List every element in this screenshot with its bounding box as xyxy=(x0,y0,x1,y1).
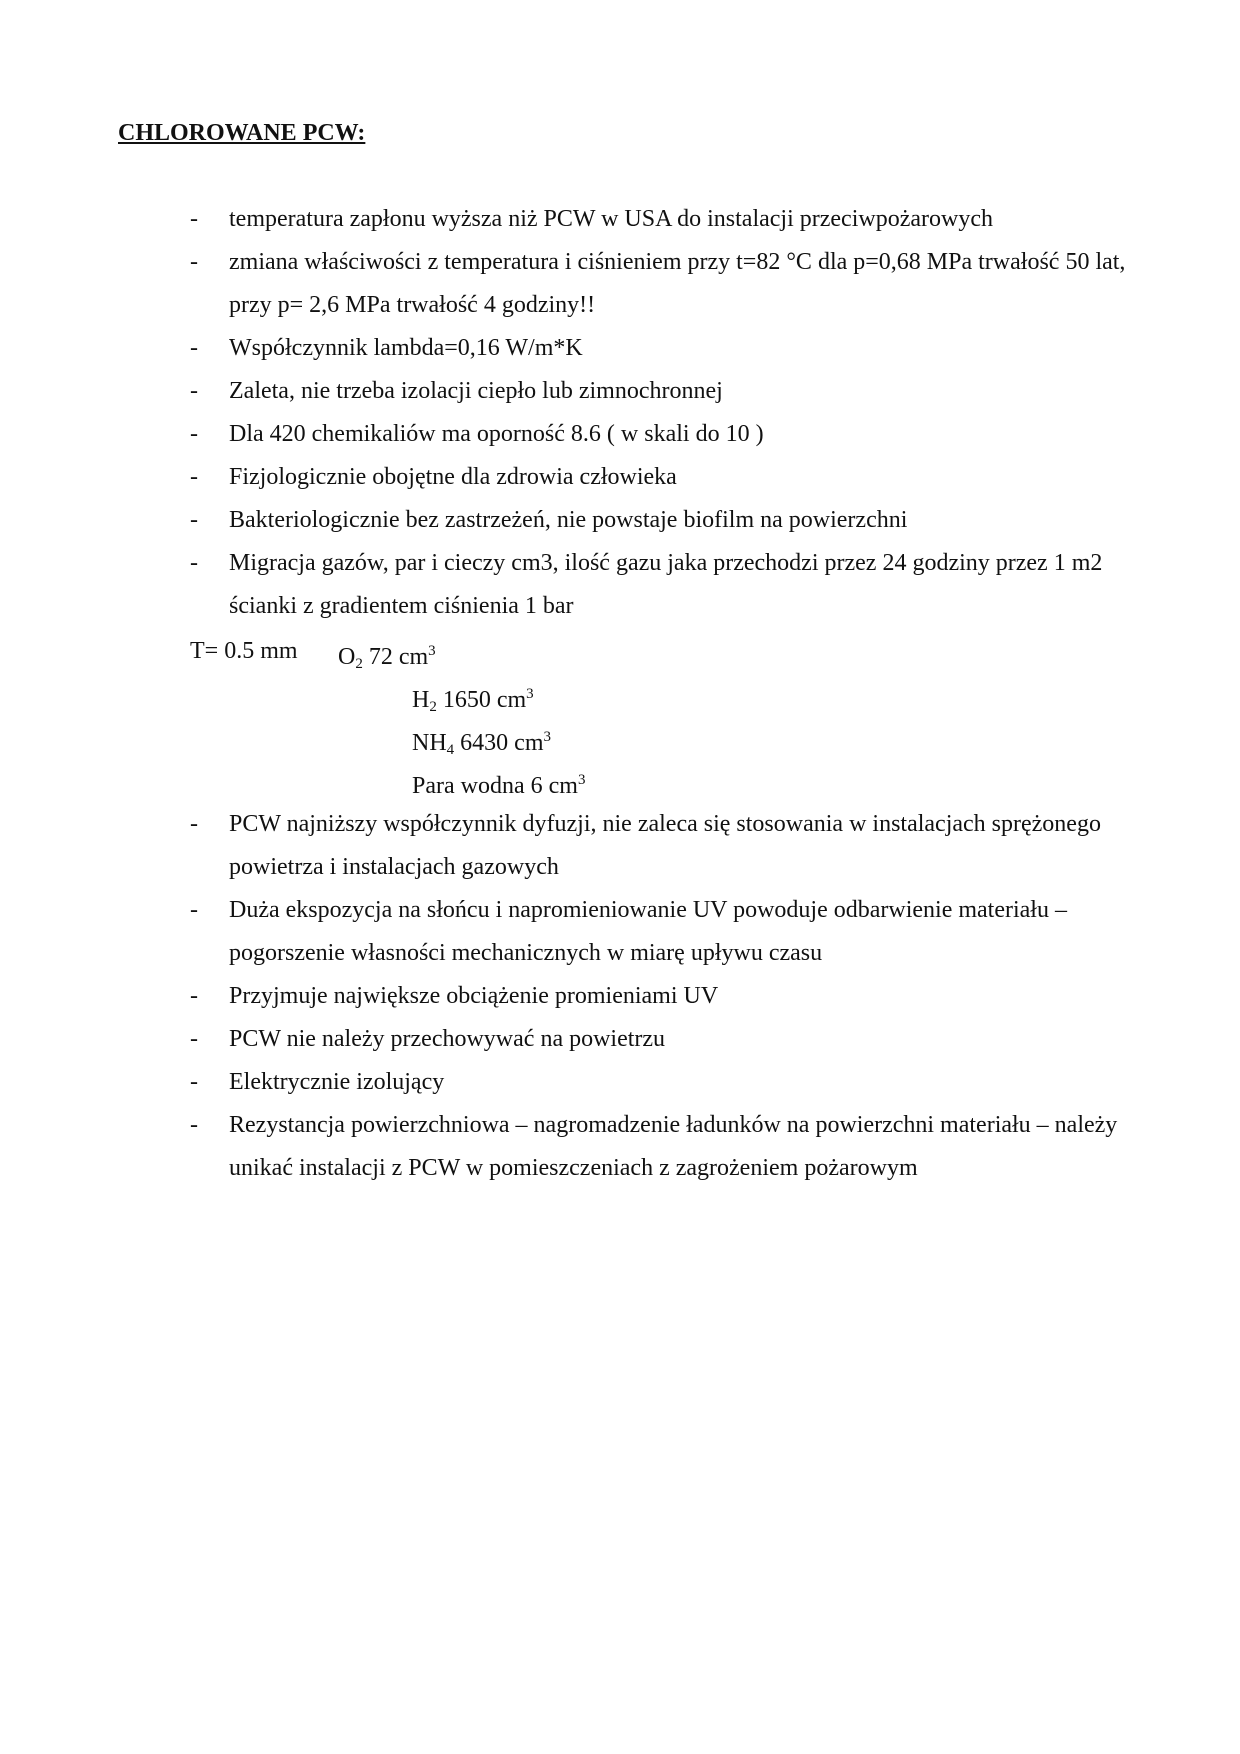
properties-list-a xyxy=(0,198,1240,628)
list-item-text: Duża ekspozycja na słońcu i napromieniowanie UV powoduje odbarwienie materiału – pogorszenie własności mechanicznych w miarę upływu czasu xyxy=(229,897,1067,966)
list-item xyxy=(0,975,1240,1018)
list-item-text: Dla 420 chemikaliów ma oporność 8.6 ( w skali do 10 ) xyxy=(229,421,764,447)
gas-name: H xyxy=(412,687,430,713)
gas-subscript: 2 xyxy=(429,699,437,715)
list-item xyxy=(0,542,1240,628)
gas-unit-exponent: 3 xyxy=(428,643,436,659)
list-item-text: Elektrycznie izolujący xyxy=(229,1069,445,1095)
gas-row xyxy=(412,759,585,802)
list-item xyxy=(0,499,1240,542)
list-item-text: Migracja gazów, par i cieczy cm3, ilość gazu jaka przechodzi przez 24 godziny przez 1 m2 ścianki z gradientem ciśnienia 1 bar xyxy=(229,550,1103,619)
list-item-text: Fizjologicznie obojętne dla zdrowia człowieka xyxy=(229,464,677,490)
thickness-label: T= 0.5 mm xyxy=(190,638,298,664)
list-item xyxy=(0,413,1240,456)
bullet-dash: - xyxy=(190,550,198,576)
gas-value: 6430 xyxy=(460,730,509,756)
list-item xyxy=(0,456,1240,499)
gas-value: 6 xyxy=(530,773,543,799)
list-item xyxy=(0,327,1240,370)
list-item-text: Rezystancja powierzchniowa – nagromadzenie ładunków na powierzchni materiału – należy unikać instalacji z PCW w pomieszczeniach z zagrożeniem pożarowym xyxy=(229,1112,1118,1181)
list-item-text: PCW nie należy przechowywać na powietrzu xyxy=(229,1026,666,1052)
bullet-dash: - xyxy=(190,1026,198,1052)
gas-row xyxy=(412,716,551,759)
list-item xyxy=(0,1104,1240,1190)
gas-unit-exponent: 3 xyxy=(526,686,534,702)
list-item-text: temperatura zapłonu wyższa niż PCW w USA do instalacji przeciwpożarowych xyxy=(229,206,993,232)
list-item xyxy=(0,889,1240,975)
gas-subscript: 2 xyxy=(355,656,363,672)
bullet-dash: - xyxy=(190,206,198,232)
gas-name: Para wodna xyxy=(412,773,525,799)
gas-unit: cm xyxy=(496,687,527,713)
list-item xyxy=(0,241,1240,327)
gas-value: 72 xyxy=(368,644,393,670)
list-item-text: Współczynnik lambda=0,16 W/m*K xyxy=(229,335,583,361)
document-title: CHLOROWANE PCW: xyxy=(118,120,366,146)
gas-name: NH xyxy=(412,730,447,756)
properties-list-b xyxy=(0,803,1240,1190)
gas-subscript: 4 xyxy=(446,742,455,758)
list-item xyxy=(0,198,1240,241)
list-item xyxy=(0,803,1240,889)
bullet-dash: - xyxy=(190,335,198,361)
list-item xyxy=(0,1061,1240,1104)
bullet-dash: - xyxy=(190,249,198,275)
list-item-text: Przyjmuje największe obciążenie promieniami UV xyxy=(229,983,719,1009)
gas-unit: cm xyxy=(548,773,578,799)
gas-unit: cm xyxy=(398,644,429,670)
list-item-text: Bakteriologicznie bez zastrzeżeń, nie powstaje biofilm na powierzchni xyxy=(229,507,908,533)
bullet-dash: - xyxy=(190,1112,198,1138)
list-item-text: PCW najniższy współczynnik dyfuzji, nie zaleca się stosowania w instalacjach sprężonego powietrza i instalacjach gazowych xyxy=(229,811,1101,880)
bullet-dash: - xyxy=(190,464,198,490)
gas-unit-exponent: 3 xyxy=(543,729,551,745)
bullet-dash: - xyxy=(190,421,198,447)
gas-row xyxy=(338,630,436,673)
list-item-text: zmiana właściwości z temperatura i ciśnieniem przy t=82 °C dla p=0,68 MPa trwałość 50 lat, przy p= 2,6 MPa trwałość 4 godziny!! xyxy=(229,249,1126,318)
bullet-dash: - xyxy=(190,983,198,1009)
bullet-dash: - xyxy=(190,507,198,533)
gas-unit-exponent: 3 xyxy=(577,772,586,788)
gas-value: 1650 xyxy=(442,687,491,713)
gas-unit: cm xyxy=(514,730,544,756)
list-item xyxy=(0,1018,1240,1061)
gas-row xyxy=(412,673,534,716)
list-item xyxy=(0,370,1240,413)
gas-name: O xyxy=(338,644,356,670)
bullet-dash: - xyxy=(190,378,198,404)
list-item-text: Zaleta, nie trzeba izolacji ciepło lub zimnochronnej xyxy=(229,378,723,404)
bullet-dash: - xyxy=(190,1069,198,1095)
bullet-dash: - xyxy=(190,897,198,923)
bullet-dash: - xyxy=(190,811,198,837)
